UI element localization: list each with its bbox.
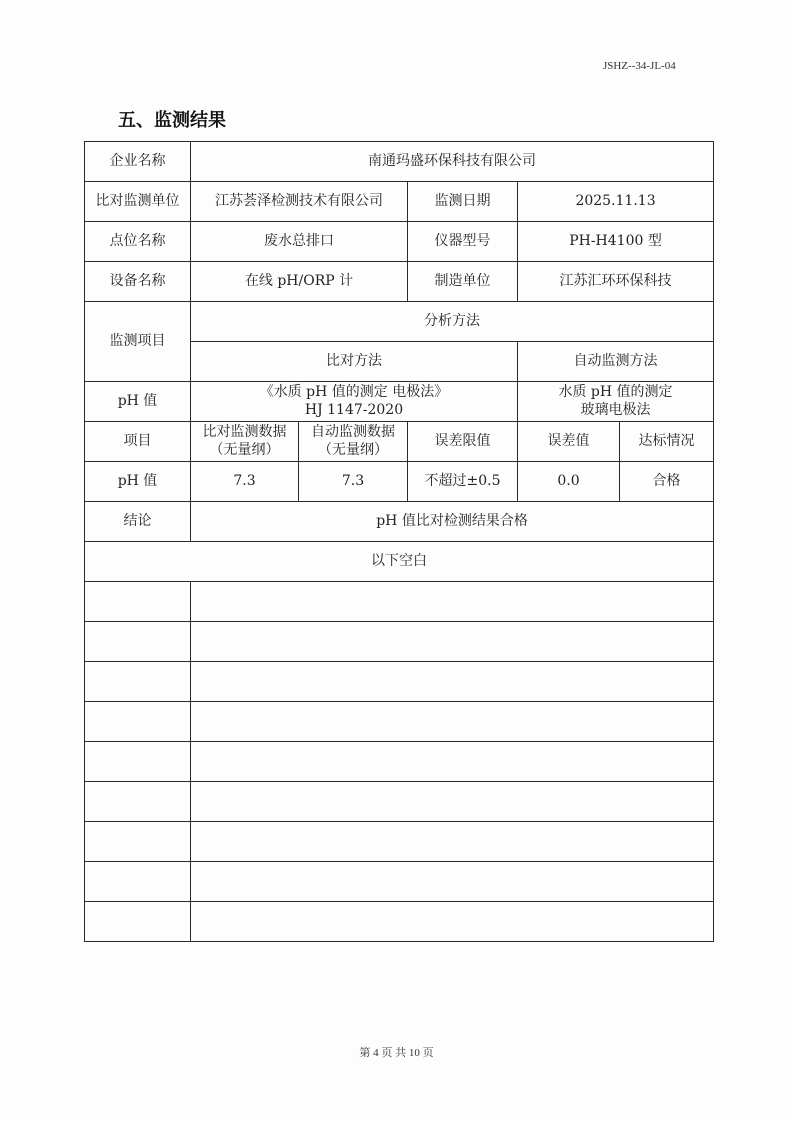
monitoring-item-label: 监测项目 <box>85 302 191 382</box>
auto-data-header: 自动监测数据（无量纲） <box>299 422 408 462</box>
conclusion-row <box>85 502 714 542</box>
blank-cell <box>85 742 191 782</box>
auto-method-line2: 玻璃电极法 <box>580 401 651 418</box>
comparison-method-text <box>191 382 518 422</box>
result-error-limit: 不超过±0.5 <box>408 462 518 502</box>
blank-cell <box>85 822 191 862</box>
blank-cell <box>85 662 191 702</box>
blank-note-row <box>85 542 714 582</box>
page-footer: 第 4 页 共 10 页 <box>359 1047 434 1059</box>
comparison-data-header: 比对监测数据（无量纲） <box>191 422 299 462</box>
comparison-method-line2: HJ 1147-2020 <box>304 401 404 418</box>
comparison-method-line1: 《水质 pH 值的测定 电极法》 <box>259 384 449 400</box>
analysis-method-header: 分析方法 <box>191 302 714 342</box>
document-number: JSHZ--34-JL-04 <box>603 60 676 72</box>
point-row <box>85 222 714 262</box>
conclusion-label: 结论 <box>85 502 191 542</box>
monitoring-date-label: 监测日期 <box>408 182 518 222</box>
blank-row <box>85 862 714 902</box>
instrument-model-label: 仪器型号 <box>408 222 518 262</box>
manufacturer-value: 江苏汇环环保科技 <box>518 262 714 302</box>
manufacturer-label: 制造单位 <box>408 262 518 302</box>
monitoring-results-table <box>84 141 714 942</box>
blank-cell <box>85 902 191 942</box>
blank-cell <box>85 622 191 662</box>
conclusion-value: pH 值比对检测结果合格 <box>191 502 714 542</box>
comparison-unit-row <box>85 182 714 222</box>
device-label: 设备名称 <box>85 262 191 302</box>
method-row <box>85 302 714 342</box>
auto-method-line1: 水质 pH 值的测定 <box>558 384 673 400</box>
blank-row <box>85 582 714 622</box>
company-label: 企业名称 <box>85 142 191 182</box>
blank-cell <box>191 862 714 902</box>
monitoring-date-value: 2025.11.13 <box>518 182 714 222</box>
blank-row <box>85 822 714 862</box>
result-auto-data: 7.3 <box>299 462 408 502</box>
result-row <box>85 462 714 502</box>
blank-cell <box>85 782 191 822</box>
blank-cell <box>191 622 714 662</box>
blank-row <box>85 622 714 662</box>
comparison-unit-label: 比对监测单位 <box>85 182 191 222</box>
section-title: 五、监测结果 <box>118 110 226 131</box>
blank-cell <box>191 742 714 782</box>
point-value: 废水总排口 <box>191 222 408 262</box>
status-header: 达标情况 <box>620 422 714 462</box>
data-header-row <box>85 422 714 462</box>
blank-note: 以下空白 <box>85 542 714 582</box>
company-value: 南通玛盛环保科技有限公司 <box>191 142 714 182</box>
company-row <box>85 142 714 182</box>
device-value: 在线 pH/ORP 计 <box>191 262 408 302</box>
blank-row <box>85 702 714 742</box>
blank-cell <box>191 822 714 862</box>
blank-cell <box>85 702 191 742</box>
blank-cell <box>85 582 191 622</box>
ph-method-row <box>85 382 714 422</box>
result-item: pH 值 <box>85 462 191 502</box>
blank-row <box>85 662 714 702</box>
blank-row <box>85 782 714 822</box>
result-comparison-data: 7.3 <box>191 462 299 502</box>
error-limit-header: 误差限值 <box>408 422 518 462</box>
blank-cell <box>191 782 714 822</box>
blank-cell <box>191 582 714 622</box>
blank-cell <box>85 862 191 902</box>
result-error-value: 0.0 <box>518 462 620 502</box>
ph-method-label: pH 值 <box>85 382 191 422</box>
blank-cell <box>191 902 714 942</box>
blank-cell <box>191 662 714 702</box>
auto-method-text <box>518 382 714 422</box>
device-row <box>85 262 714 302</box>
instrument-model-value: PH-H4100 型 <box>518 222 714 262</box>
blank-row <box>85 902 714 942</box>
comparison-method-header: 比对方法 <box>191 342 518 382</box>
point-label: 点位名称 <box>85 222 191 262</box>
auto-method-header: 自动监测方法 <box>518 342 714 382</box>
blank-cell <box>191 702 714 742</box>
item-header: 项目 <box>85 422 191 462</box>
result-status: 合格 <box>620 462 714 502</box>
comparison-unit-value: 江苏荟泽检测技术有限公司 <box>191 182 408 222</box>
error-value-header: 误差值 <box>518 422 620 462</box>
blank-row <box>85 742 714 782</box>
